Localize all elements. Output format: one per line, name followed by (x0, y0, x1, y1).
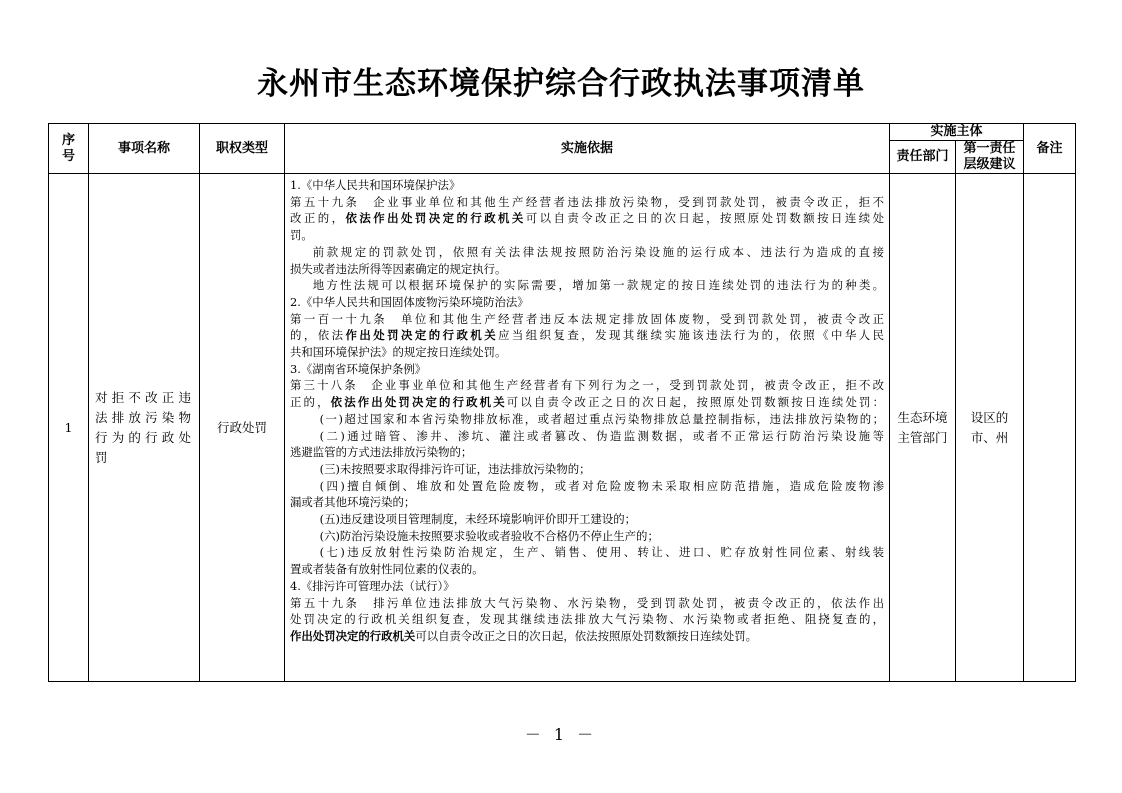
basis-line: 置或者装备有放射性同位素的仪表的。 (290, 562, 484, 577)
basis-line: 处罚决定的行政机关组织复查，发现其继续违法排放大气污染物、水污染物或者拒绝、阻挠复查的， (290, 612, 884, 627)
basis-line: 罚。 (290, 228, 313, 243)
enforcement-items-table (48, 123, 1076, 682)
row-power-type: 行政处罚 (200, 174, 285, 682)
basis-line: (七)违反放射性污染防治规定，生产、销售、使用、转让、进口、贮存放射性同位素、射线装 (319, 545, 884, 560)
basis-line: 2.《中华人民共和国固体废物污染环境防治法》 (290, 294, 529, 309)
row-first-level: 设区的市、州 (956, 174, 1024, 682)
basis-line: 第一百一十九条 单位和其他生产经营者违反本法规定排放固体废物，受到罚款处罚，被责令改正 (290, 311, 884, 326)
basis-line: 地方性法规可以根据环境保护的实际需要，增加第一款规定的按日连续处罚的违法行为的种类。 (312, 278, 884, 293)
table-row (49, 174, 1076, 682)
basis-line: 改正的，依法作出处罚决定的行政机关可以自责令改正之日的次日起，按照原处罚数额按日连续处 (290, 211, 884, 226)
basis-line: (三)未按照要求取得排污许可证，违法排放污染物的； (319, 461, 591, 476)
basis-line: (六)防治污染设施未按照要求验收或者验收不合格仍不停止生产的； (319, 528, 659, 543)
highlight-authority: 作出处罚决定的行政机关 (290, 628, 416, 643)
basis-line: 第三十八条 企业事业单位和其他生产经营者有下列行为之一，受到罚款处罚，被责令改正，拒不改 (290, 378, 884, 393)
row-seq: 1 (49, 174, 89, 682)
basis-line: 1.《中华人民共和国环境保护法》 (290, 178, 461, 192)
header-power-type: 职权类型 (200, 124, 285, 174)
header-resp-dept: 责任部门 (890, 141, 956, 174)
highlight-authority: 依法作出处罚决定的行政机关 (345, 211, 526, 226)
basis-line: 逃避监管的方式违法排放污染物的； (290, 445, 473, 460)
basis-line: (二)通过暗管、渗井、渗坑、灌注或者篡改、伪造监测数据，或者不正常运行防治污染设施等 (319, 428, 884, 443)
basis-line: 4.《排污许可管理办法（试行）》 (290, 578, 455, 593)
row-item-name: 对拒不改正违法排放污染物行为的行政处罚 (89, 174, 200, 682)
header-seq: 序号 (49, 124, 89, 174)
basis-line: 3.《湖南省环境保护条例》 (290, 361, 427, 376)
basis-line: 漏或者其他环境污染的； (290, 495, 416, 510)
basis-line: 作出处罚决定的行政机关可以自责令改正之日的次日起，依法按照原处罚数额按日连续处罚。 (290, 628, 758, 643)
header-subject: 实施主体 (890, 124, 1024, 141)
highlight-authority: 依法作出处罚决定的行政机关 (330, 395, 507, 410)
page-title: 永州市生态环境保护综合行政执法事项清单 (257, 66, 865, 102)
basis-line: 前款规定的罚款处罚，依照有关法律法规按照防治污染设施的运行成本、违法行为造成的直接 (312, 244, 884, 259)
highlight-authority: 作出处罚决定的行政机关 (345, 328, 499, 343)
basis-line: 第五十九条 企业事业单位和其他生产经营者违法排放污染物，受到罚款处罚，被责令改正，拒不 (290, 194, 884, 209)
header-remark: 备注 (1024, 124, 1076, 174)
page-number: － 1 － (524, 725, 598, 744)
basis-line: 第五十九条 排污单位违法排放大气污染物、水污染物，受到罚款处罚，被责令改正的，依法作出 (290, 595, 884, 610)
header-basis: 实施依据 (285, 124, 890, 174)
basis-line: 共和国环境保护法》的规定按日连续处罚。 (290, 345, 507, 360)
basis-line: 损失或者违法所得等因素确定的规定执行。 (290, 261, 507, 276)
row-remark (1024, 174, 1076, 682)
basis-line: 的，依法作出处罚决定的行政机关应当组织复查，发现其继续实施该违法行为的，依照《中华人民 (290, 328, 884, 343)
header-first-level: 第一责任层级建议 (956, 141, 1024, 174)
basis-line: (四)擅自倾倒、堆放和处置危险废物，或者对危险废物未采取相应防范措施，造成危险废物渗 (319, 478, 884, 493)
row-resp-dept: 生态环境主管部门 (890, 174, 956, 682)
header-item-name: 事项名称 (89, 124, 200, 174)
basis-line: (五)违反建设项目管理制度，未经环境影响评价即开工建设的； (319, 512, 637, 527)
row-basis (285, 174, 890, 682)
basis-line: (一)超过国家和本省污染物排放标准，或者超过重点污染物排放总量控制指标，违法排放污染物的； (319, 411, 884, 426)
basis-line: 正的，依法作出处罚决定的行政机关可以自责令改正之日的次日起，按照原处罚数额按日连续处罚： (290, 395, 884, 410)
